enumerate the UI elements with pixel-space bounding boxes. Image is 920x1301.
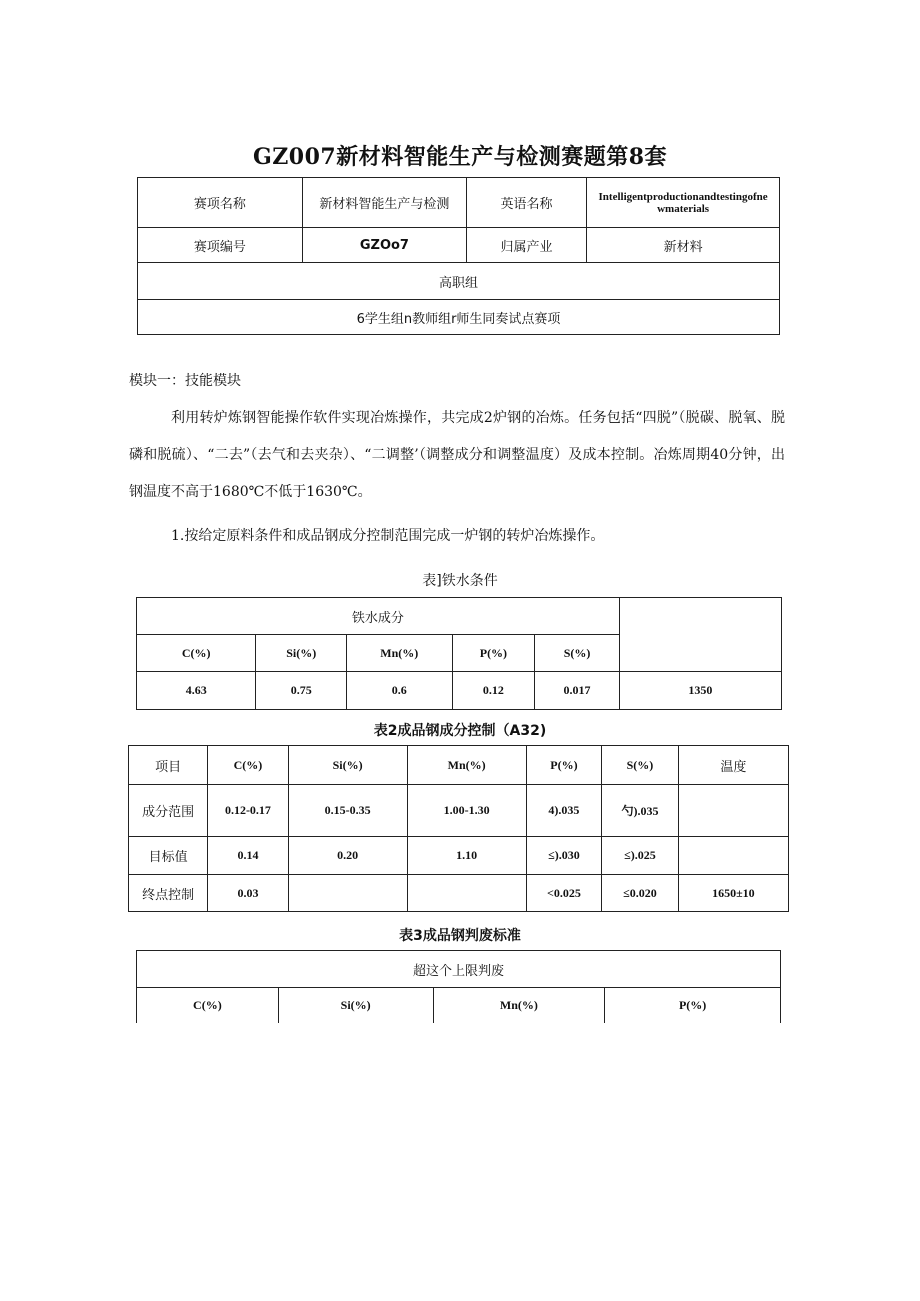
info-label: 英语名称 <box>466 178 586 228</box>
table2-header: Si(%) <box>288 746 407 785</box>
table1-cell: 0.75 <box>256 672 347 710</box>
steel-composition-table <box>128 745 789 912</box>
table2-header: S(%) <box>602 746 679 785</box>
table2-cell: 0.12-0.17 <box>208 785 288 837</box>
table2-cell: 1.00-1.30 <box>407 785 526 837</box>
competition-info-table <box>137 177 780 335</box>
table1-header: Mn(%) <box>347 635 453 672</box>
info-label: 赛项编号 <box>138 228 303 263</box>
table3-group-header: 超这个上限判废 <box>137 951 781 988</box>
table2-cell: ≤).025 <box>602 837 679 875</box>
table3-header: P(%) <box>605 988 781 1023</box>
table1-header: P(%) <box>452 635 535 672</box>
table2-cell <box>678 837 788 875</box>
table1-cell: 0.017 <box>535 672 620 710</box>
table2-cell <box>678 785 788 837</box>
table1-blank-header <box>619 598 781 672</box>
info-value: 新材料智能生产与检测 <box>302 178 466 228</box>
table1-group-header: 铁水成分 <box>137 598 620 635</box>
info-type: 6学生组n教师组r师生同奏试点赛项 <box>138 300 780 335</box>
info-label: 赛项名称 <box>138 178 303 228</box>
table1-cell: 4.63 <box>137 672 256 710</box>
scrap-criteria-table <box>136 950 781 1023</box>
table1-cell: 1350 <box>619 672 781 710</box>
table2-cell: 1650±10 <box>678 875 788 912</box>
table3-header: Mn(%) <box>433 988 605 1023</box>
table2-caption: 表2成品钢成分控制（A32) <box>373 723 547 739</box>
table2-cell: 勺).035 <box>602 785 679 837</box>
table2-cell: 0.15-0.35 <box>288 785 407 837</box>
table2-cell: 0.20 <box>288 837 407 875</box>
info-value: GZOo7 <box>302 228 466 263</box>
table2-cell: ≤).030 <box>526 837 602 875</box>
table2-header: P(%) <box>526 746 602 785</box>
hot-metal-table <box>136 597 782 710</box>
document-title: GZ007新材料智能生产与检测赛题第8套 <box>252 144 668 170</box>
info-label: 归属产业 <box>466 228 586 263</box>
table1-header: Si(%) <box>256 635 347 672</box>
table2-cell: 4).035 <box>526 785 602 837</box>
table2-header: 项目 <box>129 746 208 785</box>
table2-row-label: 目标值 <box>129 837 208 875</box>
table3-header: Si(%) <box>278 988 433 1023</box>
table1-caption: 表]铁水条件 <box>422 573 498 589</box>
table1-cell: 0.6 <box>347 672 453 710</box>
table1-cell: 0.12 <box>452 672 535 710</box>
table2-header: 温度 <box>678 746 788 785</box>
table2-cell <box>407 875 526 912</box>
info-group: 高职组 <box>138 263 780 300</box>
table3-caption: 表3成品钢判废标准 <box>399 928 521 944</box>
table2-cell: <0.025 <box>526 875 602 912</box>
table2-cell: ≤0.020 <box>602 875 679 912</box>
table1-header: C(%) <box>137 635 256 672</box>
table2-header: Mn(%) <box>407 746 526 785</box>
module-paragraph: 利用转炉炼钢智能操作软件实现冶炼操作，共完成2炉钢的冶炼。任务包括“四脱”（脱碳、脱氧、脱磷和脱硫）、“二去”（去气和去夹杂）、“二调整’（调整成分和调整温度）及成本控制。冶炼周期40分钟，出钢温度不高于1680℃不低于1630℃。 <box>129 410 785 500</box>
table2-row-label: 成分范围 <box>129 785 208 837</box>
table2-cell: 1.10 <box>407 837 526 875</box>
task-item-1: 1.按给定原料条件和成品钢成分控制范围完成一炉钢的转炉冶炼操作。 <box>171 528 605 544</box>
table2-cell: 0.14 <box>208 837 288 875</box>
table2-cell: 0.03 <box>208 875 288 912</box>
info-value-english: Intelligentproductionandtestingofne wmaterials <box>587 178 780 228</box>
table2-cell <box>288 875 407 912</box>
table2-row-label: 终点控制 <box>129 875 208 912</box>
table1-header: S(%) <box>535 635 620 672</box>
module-heading: 模块一：技能模块 <box>129 373 241 389</box>
info-value: 新材料 <box>587 228 780 263</box>
table2-header: C(%) <box>208 746 288 785</box>
table3-header: C(%) <box>137 988 279 1023</box>
